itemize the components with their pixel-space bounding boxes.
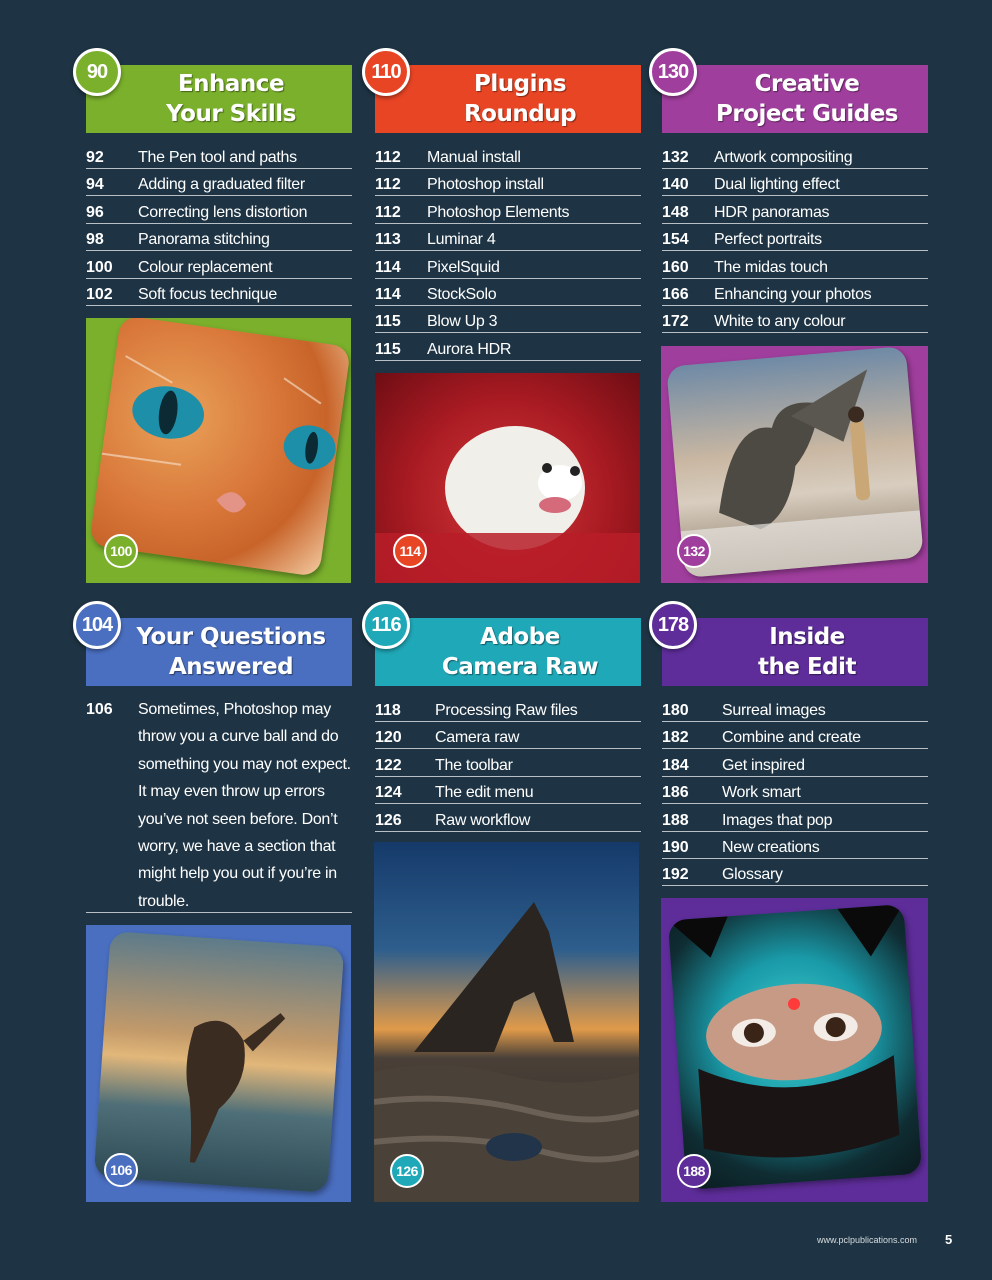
list-item[interactable] (86, 225, 352, 251)
contents-list (375, 143, 641, 362)
page-number: 126 (375, 811, 402, 829)
item-label: The Pen tool and paths (138, 149, 297, 166)
page-number: 188 (662, 811, 689, 829)
list-item[interactable] (662, 806, 928, 832)
image-panel-dragon[interactable] (661, 346, 928, 583)
page-number: 124 (375, 784, 402, 802)
page-number: 120 (375, 729, 402, 747)
page-number: 106 (86, 701, 113, 718)
list-item[interactable] (86, 280, 352, 306)
page-number: 160 (662, 258, 689, 276)
list-item[interactable] (662, 198, 928, 224)
item-label: Raw workflow (435, 811, 531, 829)
contents-list (662, 143, 928, 335)
item-label: Work smart (722, 784, 801, 802)
item-label: The midas touch (714, 258, 828, 276)
contents-list (86, 143, 352, 307)
footer-url[interactable]: www.pclpublications.com (817, 1235, 918, 1245)
section-title: Plugins Roundup (463, 71, 577, 127)
section-title: Inside the Edit (757, 624, 857, 680)
item-label: Photoshop Elements (427, 203, 570, 221)
item-label: Get inspired (722, 756, 805, 774)
page-badge: 126 (390, 1154, 424, 1188)
item-label: Artwork compositing (714, 149, 853, 166)
list-item[interactable] (375, 806, 641, 832)
page-number: 140 (662, 176, 689, 194)
page-badge: 106 (104, 1153, 138, 1187)
list-item[interactable] (375, 696, 641, 722)
page-badge: 100 (104, 534, 138, 568)
contents-list (662, 696, 928, 888)
list-item[interactable] (86, 143, 352, 169)
list-item[interactable] (662, 253, 928, 279)
item-label: Colour replacement (138, 258, 273, 276)
list-item[interactable] (86, 170, 352, 196)
page-number: 112 (375, 203, 401, 221)
section-header (662, 65, 928, 133)
page-number: 102 (86, 285, 113, 303)
page-number: 115 (375, 313, 401, 331)
page-number: 112 (375, 176, 401, 194)
item-label: Enhancing your photos (714, 285, 872, 303)
page-badge: 114 (393, 534, 427, 568)
page-number: 148 (662, 203, 689, 221)
page-number-footer: 5 (945, 1232, 953, 1247)
item-label: Processing Raw files (435, 702, 578, 719)
contents-list (375, 696, 641, 833)
page-number: 114 (375, 258, 401, 276)
surreal-face-illustration (668, 904, 922, 1190)
item-label: HDR panoramas (714, 203, 830, 221)
item-label: The edit menu (435, 784, 534, 802)
section-title: Adobe Camera Raw (441, 624, 599, 680)
page-number: 92 (86, 149, 104, 166)
page-number: 166 (662, 285, 689, 303)
page-number: 132 (662, 149, 689, 166)
list-item[interactable] (375, 751, 641, 777)
page-number: 98 (86, 231, 104, 249)
item-label: Blow Up 3 (427, 313, 498, 331)
list-item[interactable] (375, 723, 641, 749)
item-label: The toolbar (435, 756, 513, 774)
page-number: 154 (662, 231, 689, 249)
item-label: Images that pop (722, 811, 833, 829)
section-title: Your Questions Answered (136, 624, 326, 680)
section-header (86, 65, 352, 133)
item-label: Panorama stitching (138, 231, 270, 249)
page-number: 192 (662, 866, 689, 884)
surreal-eyes-photo (668, 904, 922, 1190)
list-item[interactable] (375, 307, 641, 333)
list-item[interactable] (375, 225, 641, 251)
section-badge: 110 (362, 48, 410, 96)
page-number: 118 (375, 702, 401, 719)
page-number: 184 (662, 756, 689, 774)
image-panel-dog[interactable] (375, 373, 640, 583)
page-number: 100 (86, 258, 113, 276)
list-item[interactable] (662, 833, 928, 859)
image-panel-rock-arch[interactable] (374, 842, 639, 1202)
page-number: 122 (375, 756, 402, 774)
section-badge: 90 (73, 48, 121, 96)
figure-silhouette (94, 931, 345, 1193)
item-label: Perfect portraits (714, 231, 822, 249)
item-label: Adding a graduated filter (138, 176, 305, 194)
list-item[interactable] (662, 696, 928, 722)
list-item[interactable] (662, 778, 928, 804)
page-number: 190 (662, 838, 689, 856)
item-label: Luminar 4 (427, 231, 496, 249)
section-header (662, 618, 928, 686)
page-number: 94 (86, 176, 104, 194)
page-number: 113 (375, 231, 401, 249)
section-header (375, 65, 641, 133)
item-label: StockSolo (427, 285, 497, 303)
list-item[interactable] (86, 198, 352, 224)
section-title: Creative Project Guides (715, 71, 898, 127)
page-number: 114 (375, 285, 401, 303)
section-badge: 178 (649, 601, 697, 649)
page-badge: 132 (677, 534, 711, 568)
answer-paragraph (86, 696, 352, 913)
item-label: Manual install (427, 149, 521, 166)
list-item[interactable] (662, 225, 928, 251)
list-item[interactable] (662, 307, 928, 333)
item-label: New creations (722, 838, 820, 856)
list-item[interactable] (662, 751, 928, 777)
rock-arch-landscape-photo (374, 842, 639, 1202)
page-number: 112 (375, 149, 401, 166)
list-item[interactable] (662, 860, 928, 886)
list-item[interactable] (86, 253, 352, 279)
item-label: Soft focus technique (138, 285, 277, 303)
item-label: Dual lighting effect (714, 176, 840, 194)
section-title: Enhance Your Skills (166, 71, 296, 127)
list-item[interactable] (375, 170, 641, 196)
item-label: White to any colour (714, 313, 846, 331)
page-number: 115 (375, 340, 401, 358)
section-header (86, 618, 352, 686)
image-panel-surreal[interactable] (661, 898, 928, 1202)
list-item[interactable] (375, 335, 641, 361)
list-item[interactable] (662, 170, 928, 196)
list-item[interactable] (375, 253, 641, 279)
item-label: Combine and create (722, 729, 861, 747)
page-number: 182 (662, 729, 689, 747)
image-panel-levitating[interactable] (86, 925, 351, 1202)
item-label: Aurora HDR (427, 340, 512, 358)
section-header (375, 618, 641, 686)
item-label: Correcting lens distortion (138, 203, 308, 221)
page-number: 180 (662, 702, 689, 719)
page-number: 172 (662, 313, 689, 331)
levitating-figure-photo (94, 931, 345, 1193)
section-badge: 104 (73, 601, 121, 649)
item-label: Photoshop install (427, 176, 544, 194)
list-item[interactable] (375, 143, 641, 169)
page-number: 96 (86, 203, 104, 221)
section-badge: 116 (362, 601, 410, 649)
list-item[interactable] (375, 198, 641, 224)
image-panel-cat[interactable] (86, 318, 351, 583)
item-label: Surreal images (722, 702, 826, 719)
item-label: Glossary (722, 866, 783, 884)
list-item[interactable] (375, 778, 641, 804)
item-label: PixelSquid (427, 258, 500, 276)
page-number: 186 (662, 784, 689, 802)
page-badge: 188 (677, 1154, 711, 1188)
list-item[interactable] (662, 280, 928, 306)
list-item[interactable] (662, 723, 928, 749)
list-item[interactable] (375, 280, 641, 306)
paragraph-text: Sometimes, Photoshop may throw you a curve ball and do something you may not expect. It may even throw up errors you’ve not seen before. Don’t worry, we have a section that might help you out if you’re in trouble. (138, 701, 351, 910)
list-item[interactable] (662, 143, 928, 169)
item-label: Camera raw (435, 729, 520, 747)
section-badge: 130 (649, 48, 697, 96)
